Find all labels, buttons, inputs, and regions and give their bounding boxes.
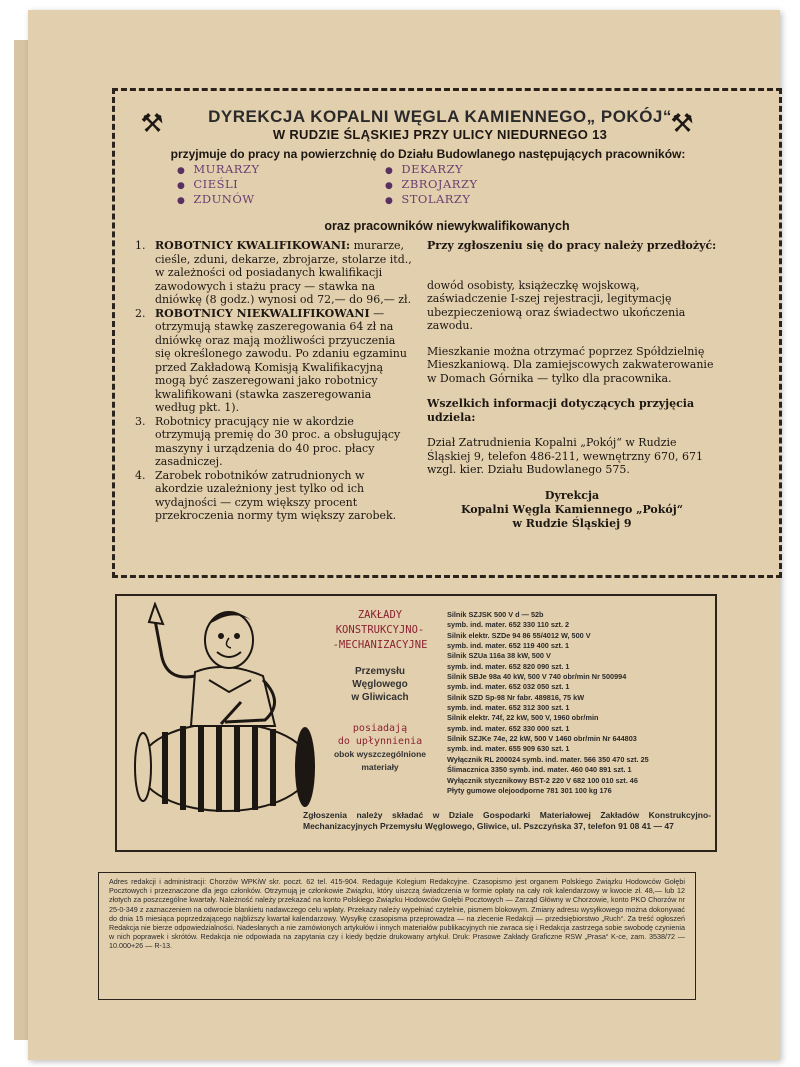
trade-item: ● ZBROJARZY [385,178,478,193]
org-line: Przemysłu [354,666,406,677]
requirements-column [427,239,717,531]
material-line: Silnik SZUa 116a 38 kW, 500 V [447,651,551,661]
application-contact: Zgłoszenia należy składać w Dziale Gospodarki Materiałowej Zakładów Konstrukcyjno-Mechanizacyjnych Przemysłu Węglowego, Gliwice, ul. Pszczyńska 37, telefon 91 08 41 — 47 [303,810,711,831]
term-item [133,239,413,307]
term-number: 4. [135,468,146,482]
term-number: 3. [135,414,146,428]
material-line: Wyłącznik stycznikowy BST-2 220 V 682 100 010 szt. 46 [447,775,638,785]
brand-line: -MECHANIZACYJNE [332,639,428,651]
offer-line: materiały [361,762,399,772]
unskilled-heading: oraz pracowników niewykwalifikowanych [324,219,570,233]
material-line: Silnik SZJSK 500 V d — 52b [447,610,544,619]
term-text: murarze, cieśle, zduni, dekarze, zbrojarze, stolarze itd., w zależności od posiadanych kwalifikacji zawodowych i stażu pracy — stawka na dniówkę (8 godz.) wynosi od 72,— do 96,— zł. [155,239,412,306]
footer-text: Adres redakcji i administracji: Chorzów WPKiW skr. poczt. 62 tel. 415-904. Redaguje Kolegium Redakcyjne. Czasopismo jest organem Polskiego Związku Hodowców Gołębi Pocztowych i przeznaczone dla jego członków. Otrzymują je członkowie Związku, który uiszczą świadczenia w formie opłaty na cały rok kalendarzowy w kwocie zł. 48,— lub 12 złotych za poszczególne kwartały. Należność należy przekazać na konto Polskiego Związku Hodowców Gołębi Pocztowych — Zarząd Główny w Chorzowie, konto PKO Chorzów nr 25-0-349 z zaznaczeniem na odwrocie blankietu nadawczego celu wpłaty. Przekazy należy wypełniać czytelnie, pismem blokowym. Zmiany adresu wysyłkowego można dokonywać do dnia 15 miesiąca poprzedzającego najbliższy kwartał kalendarzowy. Wysyłkę czasopisma przeprowadza — na zlecenie Redakcji — przedsiębiorstwo „Ruch“. Za treść ogłoszeń Redakcja nie bierze odpowiedzialności. Nadesłanych a nie zamówionych artykułów i innych materiałów publikacyjnych nie zwraca się i Redakcja zastrzega sobie swobodę czynienia w nich poprawek i skrótów. Redakcja nie odpowiada na zapytania czy i kiedy będzie drukowany artykuł. Druk: Prasowe Zakłady Graficzne RSW „Prasa“ K-ce, zam. 3538/72 — 10.000+26 — R-13. [109,877,685,951]
worker-with-motor-illustration [125,602,315,822]
material-line: Silnik SZJKe 74e, 22 kW, 500 V 1460 obr/min Nr 644803 [447,734,637,744]
brand-line: ZAKŁADY [357,609,403,621]
signature-line: w Rudzie Śląskiej 9 [512,516,632,530]
editorial-footer [98,872,696,1000]
term-item [133,307,413,415]
trade-item: ● STOLARZY [385,193,478,208]
material-line: symb. ind. mater. 652 820 090 szt. 1 [447,661,570,671]
materials-list [447,610,713,796]
term-heading: ROBOTNICY KWALIFIKOWANI: [155,239,351,252]
ad-title: DYREKCJA KOPALNI WĘGLA KAMIENNEGO„ POKÓJ“ [208,107,672,126]
offer-line: do upłynnienia [337,736,423,747]
trade-item: ● ZDUNÓW [177,193,260,208]
brand-line: KONSTRUKCYJNO- [335,624,425,636]
hammer-pick-icon: ⚒ [140,109,164,139]
material-line: symb. ind. mater. 652 330 000 szt. 1 [447,723,570,733]
trade-item: ● CIEŚLI [177,178,260,193]
ad-address: W RUDZIE ŚLĄSKIEJ PRZY ULICY NIEDURNEGO 13 [272,127,608,142]
trades-list-left [177,163,260,208]
contact-info: Dział Zatrudnienia Kopalni „Pokój“ w Rudzie Śląskiej 9, telefon 486-211, wewnętrzny 670, 671 wzgl. kier. Działu Budowlanego 575. [427,436,703,476]
org-line: Węglowego [352,679,408,690]
term-item [133,469,413,523]
mine-job-advertisement [112,88,782,578]
signature-block [427,489,717,531]
material-line: Silnik elektr. SZDe 94 86 55/4012 W, 500 V [447,630,591,640]
ad-intro: przyjmuje do pracy na powierzchnię do Działu Budowlanego następujących pracowników: [170,147,686,161]
documents-heading: Przy zgłoszeniu się do pracy należy przedłożyć: [427,239,717,252]
signature-line: Dyrekcja [544,488,600,502]
trades-list-right [385,163,478,208]
offer-text [325,722,435,774]
material-line: symb. ind. mater. 652 032 050 szt. 1 [447,682,570,692]
material-line: Silnik elektr. 74f, 22 kW, 500 V, 1960 obr/min [447,713,599,723]
material-line: Silnik SBJe 98a 40 kW, 500 V 740 obr/min Nr 500994 [447,672,627,682]
material-line: Płyty gumowe olejoodporne 781 301 100 kg 176 [447,785,612,795]
hammer-pick-icon: ⚒ [670,109,694,139]
term-text: Zarobek robotników zatrudnionych w akordzie uzależniony jest tylko od ich wydajności — czym większy procent przekroczenia normy tym większy zarobek. [155,468,397,522]
org-line: w Gliwicach [351,692,409,703]
material-line: symb. ind. mater. 655 909 630 szt. 1 [447,744,570,754]
offer-line: posiadają [352,723,408,734]
contact-heading: Wszelkich informacji dotyczących przyjęcia udziela: [427,397,695,424]
company-org [325,665,435,704]
company-brand [325,608,435,774]
term-item [133,415,413,469]
material-line: symb. ind. mater. 652 330 110 szt. 2 [447,620,570,630]
signature-line: Kopalni Węgla Kamiennego „Pokój“ [460,502,684,516]
material-line: symb. ind. mater. 652 312 300 szt. 1 [447,703,570,713]
term-text: — otrzymują stawkę zaszeregowania 64 zł na dniówkę oraz mają możliwości przyuczenia się określonego zawodu. Po zdaniu egzaminu przed Zakładową Komisją Kwalifikacyjną mogą być zaszeregowani jako robotnicy kwalifikowani (stawka zaszeregowania według pkt. 1). [155,306,407,414]
offer-line: obok wyszczególnione [333,749,427,759]
term-number: 2. [135,306,146,320]
term-text: Robotnicy pracujący nie w akordzie otrzymują premię do 30 proc. a obsługujący maszyny i urządzenia do 40 proc. płacy zasadniczej. [155,414,401,468]
housing-info: Mieszkanie można otrzymać poprzez Spółdzielnię Mieszkaniową. Dla zamiejscowych zakwaterowanie w Domach Górnika — tylko dla pracownika. [427,344,714,385]
terms-column [133,239,413,523]
material-line: symb. ind. mater. 652 119 400 szt. 1 [447,641,570,651]
documents-list: dowód osobisty, książeczkę wojskową, zaświadczenie I-szej rejestracji, legitymację ubezpieczeniową oraz świadectwo ukończenia zawodu. [427,278,686,332]
material-line: Silnik SZD Sp-98 Nr fabr. 489816, 75 kW [447,692,585,702]
materials-sale-advertisement [115,594,717,852]
material-line: Ślimacznica 3350 symb. ind. mater. 460 040 891 szt. 1 [447,765,632,775]
term-heading: ROBOTNICY NIEKWALIFIKOWANI [155,306,370,320]
term-number: 1. [135,239,146,252]
material-line: Wyłącznik RL 200024 symb. ind. mater. 566 350 470 szt. 25 [447,754,649,764]
trade-item: ● MURARZY [177,163,260,178]
trade-item: ● DEKARZY [385,163,478,178]
